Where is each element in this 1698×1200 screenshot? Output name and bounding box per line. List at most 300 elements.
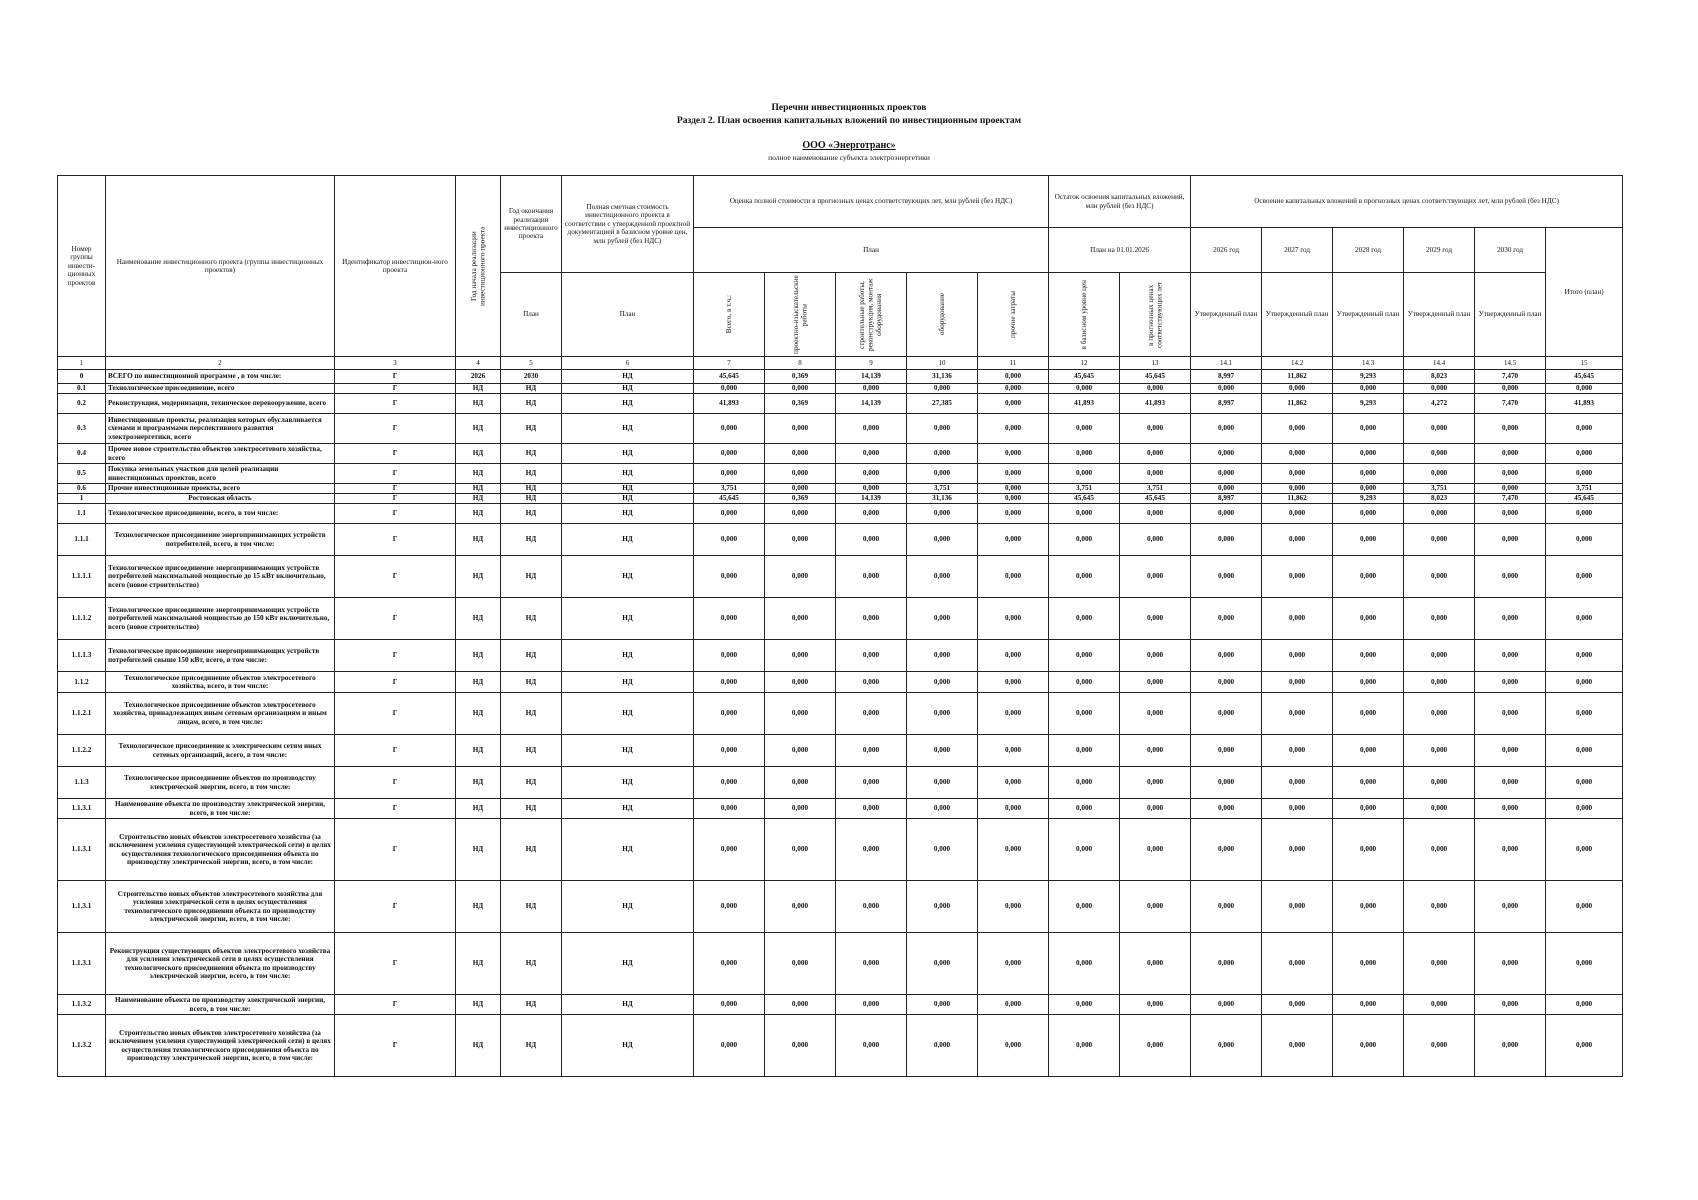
table-row: [58, 504, 1623, 524]
row-value-cell: Г: [335, 414, 456, 444]
row-value-cell: 0,000: [765, 598, 836, 640]
row-value-cell: Г: [335, 444, 456, 464]
column-number: 14.4: [1404, 357, 1475, 370]
row-number-cell: 1.1: [58, 504, 106, 524]
row-value-cell: Г: [335, 995, 456, 1015]
row-value-cell: 0,000: [1191, 484, 1262, 494]
row-value-cell: НД: [501, 640, 562, 672]
row-value-cell: 0,000: [907, 524, 978, 556]
row-value-cell: 0,369: [765, 494, 836, 504]
row-value-cell: 0,000: [1262, 504, 1333, 524]
table-row: [58, 464, 1623, 484]
row-value-cell: НД: [456, 384, 501, 394]
header-project-name: Наименование инвестиционного проекта (группы инвестиционных проектов): [106, 176, 335, 357]
row-number-cell: 1.1.1.2: [58, 598, 106, 640]
row-value-cell: 0,000: [1475, 504, 1546, 524]
row-number-cell: 1.1.2: [58, 672, 106, 693]
row-value-cell: 0,000: [1191, 384, 1262, 394]
table-row: [58, 394, 1623, 414]
row-number-cell: 1.1.3.2: [58, 995, 106, 1015]
row-value-cell: 45,645: [694, 494, 765, 504]
row-value-cell: 0,000: [1333, 995, 1404, 1015]
table-row: [58, 370, 1623, 384]
row-value-cell: 11,862: [1262, 494, 1333, 504]
row-value-cell: 0,000: [836, 672, 907, 693]
row-value-cell: 0,000: [1262, 556, 1333, 598]
row-name-cell: Реконструкция существующих объектов электросетевого хозяйства для усиления электрической сети в целях осуществления технологического присоединения объекта по производству электрической энергии, всего, в том числе:: [106, 933, 335, 995]
header-rem-base: [1049, 273, 1120, 357]
row-value-cell: 0,000: [836, 556, 907, 598]
row-value-cell: 8,997: [1191, 370, 1262, 384]
row-value-cell: 0,000: [836, 1015, 907, 1077]
row-value-cell: 0,000: [1191, 640, 1262, 672]
row-value-cell: 7,470: [1475, 494, 1546, 504]
column-number: 2: [106, 357, 335, 370]
table-row: [58, 524, 1623, 556]
row-value-cell: НД: [562, 464, 694, 484]
row-value-cell: 41,893: [1546, 394, 1623, 414]
row-value-cell: 0,000: [1191, 556, 1262, 598]
row-value-cell: 0,000: [978, 370, 1049, 384]
row-value-cell: НД: [501, 1015, 562, 1077]
row-value-cell: 0,000: [765, 484, 836, 494]
organization-caption: полное наименование субъекта электроэнергетики: [768, 153, 930, 162]
row-value-cell: НД: [456, 799, 501, 819]
row-value-cell: 9,293: [1333, 394, 1404, 414]
row-value-cell: НД: [562, 933, 694, 995]
row-value-cell: 0,000: [1404, 819, 1475, 881]
row-value-cell: 0,000: [765, 1015, 836, 1077]
row-value-cell: НД: [456, 556, 501, 598]
row-value-cell: 0,000: [1049, 767, 1120, 799]
row-name-cell: Технологическое присоединение, всего, в том числе:: [106, 504, 335, 524]
row-number-cell: 0.6: [58, 484, 106, 494]
header-approved-2026: Утвержденный план: [1191, 273, 1262, 357]
row-value-cell: 0,000: [1404, 384, 1475, 394]
row-value-cell: 0,000: [1120, 464, 1191, 484]
column-number: 14.2: [1262, 357, 1333, 370]
row-value-cell: 0,000: [978, 524, 1049, 556]
row-value-cell: 0,000: [1262, 693, 1333, 735]
row-value-cell: 0,000: [1546, 640, 1623, 672]
row-value-cell: 0,000: [1262, 384, 1333, 394]
row-value-cell: 0,000: [1333, 504, 1404, 524]
header-full-plan: План: [562, 273, 694, 357]
row-number-cell: 1.1.1: [58, 524, 106, 556]
header-rem-forecast: [1120, 273, 1191, 357]
header-year-2028: 2028 год: [1333, 228, 1404, 273]
row-value-cell: НД: [456, 494, 501, 504]
header-approved-2028: Утвержденный план: [1333, 273, 1404, 357]
row-value-cell: 0,000: [694, 933, 765, 995]
row-number-cell: 1.1.3.1: [58, 819, 106, 881]
column-number: 8: [765, 357, 836, 370]
row-value-cell: НД: [456, 767, 501, 799]
row-value-cell: 0,000: [694, 444, 765, 464]
row-value-cell: 0,000: [907, 444, 978, 464]
row-value-cell: 45,645: [1546, 494, 1623, 504]
row-value-cell: НД: [456, 394, 501, 414]
row-value-cell: 0,000: [836, 598, 907, 640]
row-value-cell: 0,000: [765, 444, 836, 464]
column-number: 9: [836, 357, 907, 370]
row-value-cell: 0,000: [1262, 767, 1333, 799]
row-value-cell: НД: [501, 464, 562, 484]
row-value-cell: Г: [335, 735, 456, 767]
header-est-equipment-text: оборудование: [937, 293, 946, 336]
row-value-cell: 0,000: [765, 933, 836, 995]
row-value-cell: 0,000: [1120, 767, 1191, 799]
row-value-cell: 0,369: [765, 394, 836, 414]
row-value-cell: 2030: [501, 370, 562, 384]
row-value-cell: НД: [501, 556, 562, 598]
header-estimate: Оценка полной стоимости в прогнозных ценах соответствующих лет, млн рублей (без НДС): [694, 176, 1049, 228]
row-value-cell: 0,000: [907, 995, 978, 1015]
row-value-cell: 0,000: [1049, 735, 1120, 767]
row-value-cell: 0,000: [1049, 414, 1120, 444]
row-name-cell: Инвестиционные проекты, реализация которых обуславливается схемами и программами перспективного развития электроэнергетики, всего: [106, 414, 335, 444]
row-number-cell: 1.1.1.1: [58, 556, 106, 598]
row-value-cell: 0,000: [694, 598, 765, 640]
row-value-cell: 0,000: [836, 767, 907, 799]
row-value-cell: 0,000: [1475, 933, 1546, 995]
row-value-cell: 0,000: [1546, 767, 1623, 799]
row-value-cell: НД: [456, 598, 501, 640]
row-value-cell: 0,000: [1262, 464, 1333, 484]
row-value-cell: 0,000: [1262, 735, 1333, 767]
row-value-cell: 0,000: [765, 556, 836, 598]
row-value-cell: 0,000: [1475, 693, 1546, 735]
row-value-cell: НД: [456, 504, 501, 524]
row-number-cell: 0: [58, 370, 106, 384]
row-value-cell: 0,000: [978, 819, 1049, 881]
row-value-cell: 0,000: [694, 672, 765, 693]
row-value-cell: 0,000: [1475, 799, 1546, 819]
row-number-cell: 1: [58, 494, 106, 504]
column-number: 1: [58, 357, 106, 370]
row-value-cell: 0,000: [836, 799, 907, 819]
column-number: 11: [978, 357, 1049, 370]
row-number-cell: 1.1.3.1: [58, 881, 106, 933]
table-row: [58, 933, 1623, 995]
row-value-cell: 0,000: [1120, 504, 1191, 524]
row-value-cell: 14,139: [836, 370, 907, 384]
row-value-cell: 0,000: [1333, 1015, 1404, 1077]
row-value-cell: 0,000: [1404, 995, 1475, 1015]
row-value-cell: 0,000: [1404, 767, 1475, 799]
row-value-cell: 0,000: [978, 735, 1049, 767]
organization-name: [0, 140, 1698, 152]
row-value-cell: НД: [456, 735, 501, 767]
row-name-cell: Реконструкция, модернизация, техническое перевооружение, всего: [106, 394, 335, 414]
row-name-cell: Технологическое присоединение объектов электросетевого хозяйства, принадлежащих иным сетевым организациям и иным лицам, всего, в том числе:: [106, 693, 335, 735]
row-value-cell: 0,000: [1404, 693, 1475, 735]
row-value-cell: 0,000: [1404, 464, 1475, 484]
row-value-cell: 0,000: [1404, 799, 1475, 819]
row-name-cell: Строительство новых объектов электросетевого хозяйства (за исключением усиления существующей электрической сети) в целях осуществления технологического присоединения объекта по производству электрической энергии, всего, в том числе:: [106, 1015, 335, 1077]
row-value-cell: 0,000: [836, 933, 907, 995]
row-value-cell: НД: [501, 819, 562, 881]
row-value-cell: 0,000: [978, 767, 1049, 799]
column-number: 14.3: [1333, 357, 1404, 370]
row-value-cell: 0,000: [1120, 693, 1191, 735]
row-value-cell: 0,000: [1475, 598, 1546, 640]
row-value-cell: 0,000: [1333, 735, 1404, 767]
row-value-cell: Г: [335, 598, 456, 640]
row-value-cell: 0,000: [1120, 1015, 1191, 1077]
column-number: 14.1: [1191, 357, 1262, 370]
row-value-cell: 0,000: [694, 881, 765, 933]
row-value-cell: 3,751: [1546, 484, 1623, 494]
header-est-total-text: Всего, в т.ч.:: [724, 295, 733, 334]
row-value-cell: 0,000: [1546, 799, 1623, 819]
row-value-cell: 0,000: [978, 484, 1049, 494]
row-value-cell: 45,645: [1049, 494, 1120, 504]
row-value-cell: НД: [562, 556, 694, 598]
row-value-cell: 0,000: [978, 995, 1049, 1015]
header-rem-base-text: в базисном уровне цен: [1079, 279, 1088, 350]
row-value-cell: Г: [335, 693, 456, 735]
row-value-cell: 0,000: [978, 672, 1049, 693]
row-value-cell: 2026: [456, 370, 501, 384]
header-est-construction-text: строительные работы, реконструкция, монтаж оборудования: [858, 278, 884, 351]
row-value-cell: НД: [562, 494, 694, 504]
row-name-cell: Ростовская область: [106, 494, 335, 504]
row-value-cell: 0,000: [765, 799, 836, 819]
row-value-cell: 0,000: [765, 693, 836, 735]
row-value-cell: 0,000: [836, 640, 907, 672]
row-value-cell: 0,000: [1049, 819, 1120, 881]
header-est-other-text: прочие затраты: [1008, 291, 1017, 338]
row-value-cell: 0,000: [978, 1015, 1049, 1077]
row-value-cell: 0,000: [1120, 444, 1191, 464]
row-value-cell: 0,000: [694, 1015, 765, 1077]
row-value-cell: НД: [501, 414, 562, 444]
row-value-cell: НД: [501, 735, 562, 767]
row-value-cell: 0,000: [1262, 672, 1333, 693]
row-value-cell: 0,000: [1120, 598, 1191, 640]
row-value-cell: 0,000: [694, 640, 765, 672]
row-value-cell: 0,000: [765, 504, 836, 524]
table-row: [58, 598, 1623, 640]
row-value-cell: 0,000: [1049, 672, 1120, 693]
row-value-cell: 0,000: [1333, 556, 1404, 598]
row-value-cell: 0,000: [907, 819, 978, 881]
row-value-cell: НД: [562, 598, 694, 640]
table-body: [58, 370, 1623, 1077]
row-value-cell: 0,000: [1262, 640, 1333, 672]
row-value-cell: 0,000: [765, 819, 836, 881]
row-name-cell: Технологическое присоединение объектов электросетевого хозяйства, всего, в том числе:: [106, 672, 335, 693]
row-value-cell: 0,000: [1404, 1015, 1475, 1077]
row-value-cell: НД: [501, 524, 562, 556]
header-year-2030: 2030 год: [1475, 228, 1546, 273]
row-value-cell: Г: [335, 1015, 456, 1077]
header-est-construction: [836, 273, 907, 357]
row-value-cell: 0,000: [836, 414, 907, 444]
row-name-cell: Технологическое присоединение объектов по производству электрической энергии, всего, в том числе:: [106, 767, 335, 799]
header-approved-2029: Утвержденный план: [1404, 273, 1475, 357]
column-number: 7: [694, 357, 765, 370]
row-value-cell: 0,000: [907, 933, 978, 995]
row-value-cell: 0,000: [1191, 414, 1262, 444]
row-value-cell: 0,000: [1191, 672, 1262, 693]
header-year-2026: 2026 год: [1191, 228, 1262, 273]
row-value-cell: НД: [501, 881, 562, 933]
row-number-cell: 1.1.3.1: [58, 799, 106, 819]
row-value-cell: 0,000: [1120, 819, 1191, 881]
row-value-cell: НД: [562, 881, 694, 933]
row-value-cell: 0,000: [1191, 464, 1262, 484]
column-number: 15: [1546, 357, 1623, 370]
section-title: Раздел 2. План освоения капитальных вложений по инвестиционным проектам: [676, 116, 1022, 126]
row-value-cell: 0,000: [978, 881, 1049, 933]
row-value-cell: НД: [456, 881, 501, 933]
row-value-cell: 0,000: [1475, 819, 1546, 881]
header-plan-on-date: План на 01.01.2026: [1049, 228, 1191, 273]
table-row: [58, 444, 1623, 464]
row-value-cell: 0,000: [978, 598, 1049, 640]
row-value-cell: 0,000: [1049, 881, 1120, 933]
row-value-cell: 0,000: [1333, 444, 1404, 464]
row-value-cell: 0,000: [765, 524, 836, 556]
row-value-cell: 0,000: [1333, 464, 1404, 484]
row-value-cell: 0,000: [1262, 598, 1333, 640]
row-value-cell: 0,000: [978, 494, 1049, 504]
row-value-cell: Г: [335, 484, 456, 494]
row-value-cell: 0,000: [694, 414, 765, 444]
row-value-cell: 0,000: [907, 735, 978, 767]
row-value-cell: 0,000: [1546, 693, 1623, 735]
row-value-cell: Г: [335, 494, 456, 504]
row-value-cell: 0,000: [1475, 881, 1546, 933]
row-name-cell: Наименование объекта по производству электрической энергии, всего, в том числе:: [106, 799, 335, 819]
row-value-cell: 0,000: [1546, 735, 1623, 767]
row-value-cell: НД: [562, 384, 694, 394]
investment-plan-table: [57, 175, 1623, 1077]
row-value-cell: НД: [562, 414, 694, 444]
row-value-cell: 0,000: [1049, 464, 1120, 484]
row-value-cell: 0,000: [978, 384, 1049, 394]
row-value-cell: 0,000: [1546, 1015, 1623, 1077]
row-value-cell: 0,000: [907, 799, 978, 819]
row-value-cell: 0,000: [978, 394, 1049, 414]
row-value-cell: Г: [335, 464, 456, 484]
row-value-cell: 0,000: [1546, 881, 1623, 933]
row-number-cell: 1.1.3.1: [58, 933, 106, 995]
row-value-cell: 0,000: [1333, 933, 1404, 995]
row-name-cell: Прочее новое строительство объектов электросетевого хозяйства, всего: [106, 444, 335, 464]
table-row: [58, 881, 1623, 933]
row-value-cell: 0,000: [1191, 1015, 1262, 1077]
row-value-cell: 0,000: [1120, 524, 1191, 556]
column-number: 5: [501, 357, 562, 370]
row-value-cell: 7,470: [1475, 370, 1546, 384]
header-est-total: [694, 273, 765, 357]
row-value-cell: 0,000: [1120, 556, 1191, 598]
row-value-cell: 0,000: [1262, 1015, 1333, 1077]
row-value-cell: 0,000: [765, 384, 836, 394]
header-year-2029: 2029 год: [1404, 228, 1475, 273]
row-value-cell: 8,997: [1191, 494, 1262, 504]
row-value-cell: НД: [562, 504, 694, 524]
row-value-cell: НД: [562, 767, 694, 799]
row-value-cell: 0,000: [1120, 735, 1191, 767]
row-value-cell: 0,000: [1404, 672, 1475, 693]
row-value-cell: НД: [501, 672, 562, 693]
header-est-equipment: [907, 273, 978, 357]
row-value-cell: 45,645: [694, 370, 765, 384]
row-value-cell: 0,000: [1475, 1015, 1546, 1077]
row-value-cell: 0,000: [836, 464, 907, 484]
row-value-cell: 0,000: [1262, 819, 1333, 881]
row-value-cell: 0,000: [1404, 735, 1475, 767]
header-development: Освоение капитальных вложений в прогнозных ценах соответствующих лет, млн рублей (без НДС): [1191, 176, 1623, 228]
row-value-cell: НД: [501, 799, 562, 819]
row-value-cell: 0,000: [1120, 881, 1191, 933]
row-value-cell: 0,000: [1049, 640, 1120, 672]
row-value-cell: 0,000: [978, 693, 1049, 735]
row-value-cell: 0,000: [765, 881, 836, 933]
row-value-cell: 0,000: [1191, 444, 1262, 464]
header-project-id: Идентификатор инвестицион-ного проекта: [335, 176, 456, 357]
row-value-cell: 0,000: [1333, 414, 1404, 444]
row-number-cell: 0.2: [58, 394, 106, 414]
row-value-cell: 0,000: [1546, 464, 1623, 484]
row-value-cell: 0,000: [836, 995, 907, 1015]
row-value-cell: НД: [562, 799, 694, 819]
row-value-cell: 0,000: [765, 767, 836, 799]
row-value-cell: НД: [501, 995, 562, 1015]
column-number: 14.5: [1475, 357, 1546, 370]
row-value-cell: 0,000: [1262, 524, 1333, 556]
row-value-cell: 0,000: [1475, 556, 1546, 598]
row-value-cell: 41,893: [1120, 394, 1191, 414]
row-value-cell: 0,000: [1333, 524, 1404, 556]
row-value-cell: 0,000: [1191, 933, 1262, 995]
row-value-cell: 0,000: [1191, 693, 1262, 735]
row-value-cell: НД: [562, 394, 694, 414]
row-value-cell: 0,000: [1262, 799, 1333, 819]
row-value-cell: НД: [501, 494, 562, 504]
row-value-cell: 0,000: [1546, 414, 1623, 444]
row-value-cell: НД: [456, 995, 501, 1015]
header-rem-forecast-text: в прогнозных ценах соответствующих лет: [1146, 281, 1164, 348]
row-value-cell: 0,000: [978, 799, 1049, 819]
table-row: [58, 556, 1623, 598]
row-value-cell: НД: [562, 672, 694, 693]
table-row: [58, 693, 1623, 735]
row-value-cell: 0,000: [907, 881, 978, 933]
row-value-cell: 0,000: [836, 819, 907, 881]
row-value-cell: 0,000: [1120, 933, 1191, 995]
row-value-cell: 0,000: [1404, 524, 1475, 556]
row-value-cell: Г: [335, 799, 456, 819]
row-value-cell: НД: [456, 484, 501, 494]
row-name-cell: Технологическое присоединение энергопринимающих устройств потребителей максимальной мощностью до 150 кВт включительно, всего (новое строительство): [106, 598, 335, 640]
row-value-cell: 0,000: [836, 735, 907, 767]
row-value-cell: 11,862: [1262, 370, 1333, 384]
row-value-cell: 0,000: [1475, 735, 1546, 767]
row-value-cell: 0,000: [836, 524, 907, 556]
header-remaining: Остаток освоения капитальных вложений, млн рублей (без НДС): [1049, 176, 1191, 228]
row-value-cell: 0,000: [1120, 640, 1191, 672]
row-value-cell: 0,000: [1546, 524, 1623, 556]
row-value-cell: 0,000: [836, 444, 907, 464]
column-number: 4: [456, 357, 501, 370]
row-value-cell: 0,000: [907, 672, 978, 693]
row-value-cell: 0,000: [765, 995, 836, 1015]
